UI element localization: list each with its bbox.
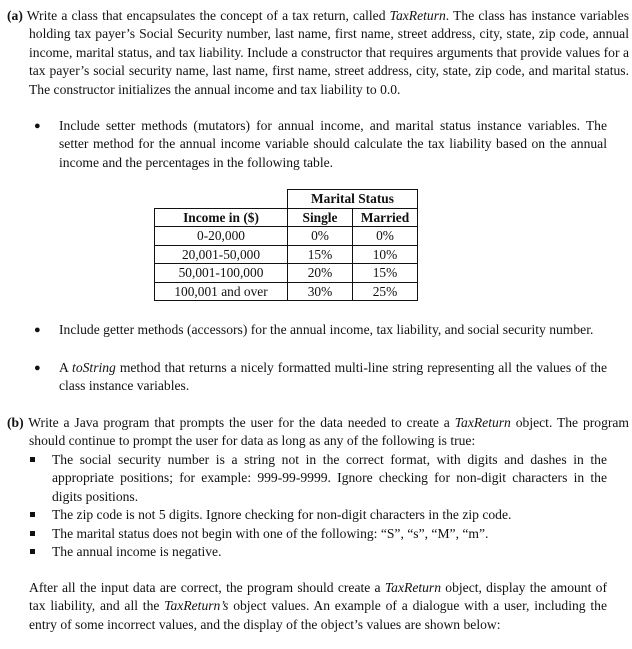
part-a-text-1: Write a class that encapsulates the concept of a tax return, called	[26, 8, 390, 23]
cell-married: 15%	[353, 264, 418, 283]
part-a-bullet-tostring	[34, 359, 607, 396]
condition-text: The marital status does not begin with one of the following: “S”, “s”, “M”, “m”.	[52, 525, 489, 541]
cell-single: 30%	[288, 282, 353, 301]
part-b-label: (b)	[7, 415, 24, 430]
part-a-bullet-setters	[34, 117, 607, 172]
list-item	[52, 525, 607, 543]
part-b-class-name: TaxReturn	[454, 415, 511, 430]
bullet-getters-text: Include getter methods (accessors) for the annual income, tax liability, and social security number.	[59, 322, 594, 337]
part-a-paragraph	[7, 7, 629, 99]
table-empty-corner	[155, 190, 288, 209]
part-b-condition-list	[7, 451, 607, 561]
closing-class-name-possessive: TaxReturn’s	[164, 598, 229, 614]
cell-single: 20%	[288, 264, 353, 283]
bullet-icon: ●	[34, 324, 41, 336]
bullet-icon: ●	[34, 362, 41, 374]
cell-income: 20,001-50,000	[155, 245, 288, 264]
square-bullet-icon	[30, 512, 35, 517]
part-a-text-2: . The class has instance variables holding tax payer’s Social Security number, last name, first name, street address, city, state, zip code, annual income, marital status, and tax liability. Include a constructor that requires arguments that provide values for a tax payer’s social security name, last name, first name, street address, city, state, zip code, and marital status. The constructor initializes the annual income and tax liability to 0.0.	[29, 8, 629, 97]
table-col-income: Income in ($)	[155, 208, 288, 227]
closing-text-3: object values. An example of a dialogue with a user, including the entry of some incorrect values, and the display of the object’s values are shown below:	[29, 598, 607, 632]
list-item	[52, 543, 607, 561]
part-a-class-name: TaxReturn	[389, 8, 446, 23]
cell-married: 25%	[353, 282, 418, 301]
table-group-header: Marital Status	[288, 190, 418, 209]
list-item	[52, 451, 607, 506]
closing-text-2: object, display the amount of tax liability, and all the	[29, 580, 607, 614]
table-row	[155, 245, 418, 264]
tostring-prefix: A	[59, 360, 73, 375]
condition-text: The social security number is a string not in the correct format, with digits and dashes in the appropriate positions; for example: 999-99-9999. Ignore checking for non-digit characters in the digits positions.	[52, 452, 607, 504]
cell-married: 0%	[353, 227, 418, 246]
cell-income: 0-20,000	[155, 227, 288, 246]
table-col-married: Married	[353, 208, 418, 227]
tax-rate-table	[154, 189, 418, 301]
part-b-paragraph	[7, 414, 629, 451]
table-col-single: Single	[288, 208, 353, 227]
cell-single: 0%	[288, 227, 353, 246]
condition-text: The zip code is not 5 digits. Ignore checking for non-digit characters in the zip code.	[52, 507, 512, 523]
part-b-text-2: object. The program should continue to prompt the user for data as long as any of the following is true:	[29, 415, 630, 449]
table-row	[155, 227, 418, 246]
square-bullet-icon	[30, 549, 35, 554]
bullet-setters-text: Include setter methods (mutators) for annual income, and marital status instance variables. The setter method for the annual income variable should calculate the tax liability based on the annual income and the percentages in the following table.	[59, 118, 607, 170]
part-a-bullet-getters	[34, 321, 607, 339]
square-bullet-icon	[30, 457, 35, 462]
square-bullet-icon	[30, 531, 35, 536]
tostring-text: method that returns a nicely formatted multi-line string representing all the values of the class instance variables.	[59, 360, 607, 394]
closing-text-1: After all the input data are correct, the program should create a	[29, 580, 385, 595]
cell-single: 15%	[288, 245, 353, 264]
table-row	[155, 282, 418, 301]
bullet-icon: ●	[34, 120, 41, 132]
part-b-text-1: Write a Java program that prompts the user for the data needed to create a	[28, 415, 455, 430]
table-row	[155, 264, 418, 283]
condition-text: The annual income is negative.	[52, 544, 222, 560]
closing-class-name: TaxReturn	[384, 580, 442, 595]
part-a-label: (a)	[7, 8, 23, 23]
tostring-method-name: toString	[72, 360, 116, 375]
cell-married: 10%	[353, 245, 418, 264]
cell-income: 50,001-100,000	[155, 264, 288, 283]
list-item	[52, 506, 607, 524]
cell-income: 100,001 and over	[155, 282, 288, 301]
part-b-closing-paragraph	[29, 579, 607, 634]
